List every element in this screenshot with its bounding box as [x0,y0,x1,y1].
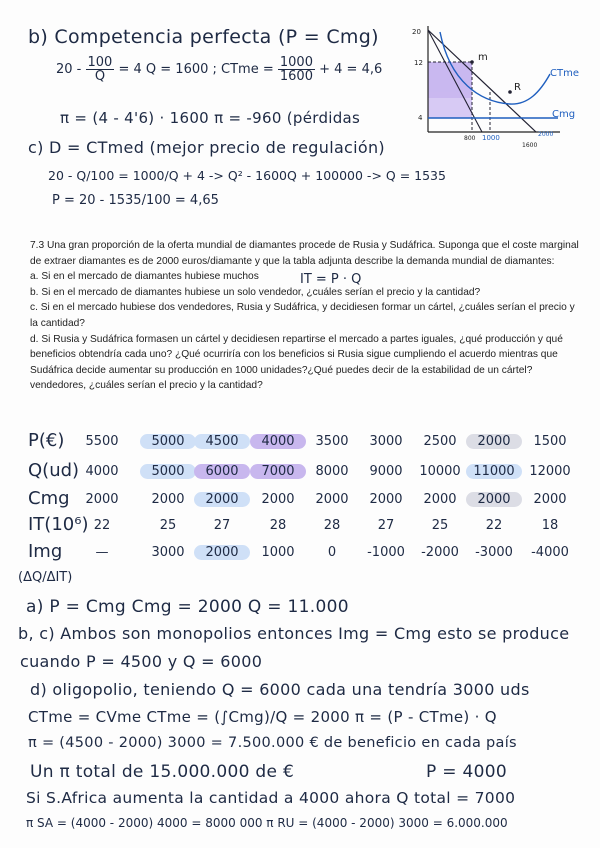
table-cell: 22 [485,518,503,533]
table-cell: 4000 [250,434,306,449]
table-cell: 28 [269,518,287,533]
problem-a: a. Si en el mercado de diamantes hubiese muchos [30,271,259,283]
table-cell: 2500 [423,434,457,449]
table-row [28,488,588,514]
table-cell: 18 [541,518,559,533]
x-label-1600: 1600 [522,142,538,149]
answer-d-line-4: Un π total de 15.000.000 de € [30,762,295,782]
answer-a: a) P = Cmg Cmg = 2000 Q = 11.000 [26,597,349,617]
shaded-area-lower [428,92,472,118]
table-cell: 10000 [419,464,461,479]
table-cell: 2000 [194,545,250,560]
section-c-equation-1: 20 - Q/100 = 1000/Q + 4 -> Q² - 1600Q + 100000 -> Q = 1535 [48,168,446,183]
table-cell: -1000 [367,545,405,560]
cost-graph [410,22,590,152]
table-cell: 1500 [533,434,567,449]
eq-prefix: 20 - [56,62,82,77]
y-label-low: 4 [418,114,423,122]
table-cell: 9000 [369,464,403,479]
fraction-1000-1600 [278,56,315,83]
table-cell: -2000 [421,545,459,560]
answer-d-line-3: π = (4500 - 2000) 3000 = 7.500.000 € de beneficio en cada país [28,735,517,751]
eq-tail: + 4 = 4,6 [319,62,383,77]
table-cell: — [95,545,109,560]
table-cell: 27 [213,518,231,533]
table-cell: 27 [377,518,395,533]
table-cell: 0 [327,545,337,560]
problem-statement [30,238,582,394]
table-cell: 7000 [250,464,306,479]
table-cell: 3000 [151,545,185,560]
row-label: Q(ud) [28,460,80,481]
frac-den: Q [94,69,106,84]
table-cell: 22 [93,518,111,533]
img-note: (ΔQ/ΔIT) [18,570,73,585]
table-cell: 2000 [85,492,119,507]
table-cell: 2000 [151,492,185,507]
table-cell: 3000 [369,434,403,449]
point-m [470,60,474,64]
label-r: R [514,82,521,93]
row-label: IT(10⁶) [28,514,89,535]
table-cell: 11000 [466,464,522,479]
x-label-800: 800 [464,135,476,142]
row-label: Img [28,541,63,562]
table-cell: 2000 [315,492,349,507]
table-cell: 3500 [315,434,349,449]
frac-den-2: 1600 [279,69,313,84]
answer-bc-line-2: cuando P = 4500 y Q = 6000 [20,652,263,671]
y-label-top: 20 [412,28,421,36]
table-cell: 2000 [369,492,403,507]
table-cell: 5000 [140,464,196,479]
label-cmg: Cmg [552,109,576,120]
frac-num-2: 1000 [279,55,313,70]
x-label-2000: 2000 [538,131,554,138]
label-m: m [478,52,488,63]
table-cell: 2000 [261,492,295,507]
table-cell: 2000 [466,492,522,507]
x-label-1000: 1000 [482,134,500,142]
table-row [28,514,588,540]
answer-d-line-1: d) oligopolio, teniendo Q = 6000 cada una tendría 3000 uds [30,680,530,699]
eq-middle: = 4 Q = 1600 ; CTme = [118,62,274,77]
row-label: P(€) [28,430,65,451]
label-ctme: CTme [550,68,579,79]
answer-bc-line-1: b, c) Ambos son monopolios entonces Img = Cmg esto se produce [18,624,570,643]
table-cell: 2000 [194,492,250,507]
fraction-100-q [86,56,115,83]
problem-d: d. Si Rusia y Sudáfrica formasen un cártel y decidiesen repartirse el mercado a partes iguales, ¿qué producción y qué beneficios obtendría cada uno? ¿Qué ocurriría con los beneficios si Rusia sigue cumpliendo el acuerdo mientras que Sudáfrica decide aumentar su producción en 1000 unidades?¿Qué puedes decir de la estabilidad de un cártel?vendedores, ¿cuáles serían el precio y la cantidad? [30,333,563,392]
table-cell: 2000 [533,492,567,507]
problem-b: b. Si en el mercado de diamantes hubiese un solo vendedor, ¿cuáles serían el precio y la cantidad? [30,286,481,298]
table-cell: 8000 [315,464,349,479]
section-c-equation-2: P = 20 - 1535/100 = 4,65 [52,193,219,208]
table-cell: 4500 [194,434,250,449]
table-cell: 6000 [194,464,250,479]
problem-c: c. Si en el mercado hubiese dos vendedores, Rusia y Sudáfrica, y decidiesen formar un cártel, ¿cuáles serían el precio y la cantidad? [30,302,575,329]
table-cell: 5500 [85,434,119,449]
frac-num: 100 [87,55,113,70]
table-cell: -4000 [531,545,569,560]
note-it-formula: IT = P · Q [300,272,362,287]
table-cell: 2000 [423,492,457,507]
answer-d-line-6: π SA = (4000 - 2000) 4000 = 8000 000 π RU = (4000 - 2000) 3000 = 6.000.000 [26,816,508,830]
table-cell: 4000 [85,464,119,479]
problem-intro: 7.3 Una gran proporción de la oferta mundial de diamantes procede de Rusia y Sudáfrica. Suponga que el coste marginal de extraer diamantes es de 2000 euros/diamante y que la tabla adjunta describe la demanda mundial de diamantes: [30,240,579,267]
table-cell: 2000 [466,434,522,449]
table-row [28,460,588,486]
table-cell: 25 [431,518,449,533]
point-r [508,90,512,94]
table-cell: 5000 [140,434,196,449]
section-c-title: c) D = CTmed (mejor precio de regulación) [28,138,385,157]
table-cell: 12000 [529,464,571,479]
answer-d-line-5: Si S.Africa aumenta la cantidad a 4000 ahora Q total = 7000 [26,789,516,807]
section-b-equation-2: π = (4 - 4'6) · 1600 π = -960 (pérdidas [60,109,361,127]
table-cell: -3000 [475,545,513,560]
table-row [28,430,588,456]
table-row [28,541,588,567]
table-cell: 25 [159,518,177,533]
section-b-equation-1 [56,56,382,83]
row-label: Cmg [28,488,70,509]
section-b-title: b) Competencia perfecta (P = Cmg) [28,26,379,48]
answer-d-price: P = 4000 [426,762,507,782]
answer-d-line-2: CTme = CVme CTme = (∫Cmg)/Q = 2000 π = (P - CTme) · Q [28,708,497,726]
table-cell: 28 [323,518,341,533]
y-label-mid: 12 [414,59,423,67]
table-cell: 1000 [261,545,295,560]
